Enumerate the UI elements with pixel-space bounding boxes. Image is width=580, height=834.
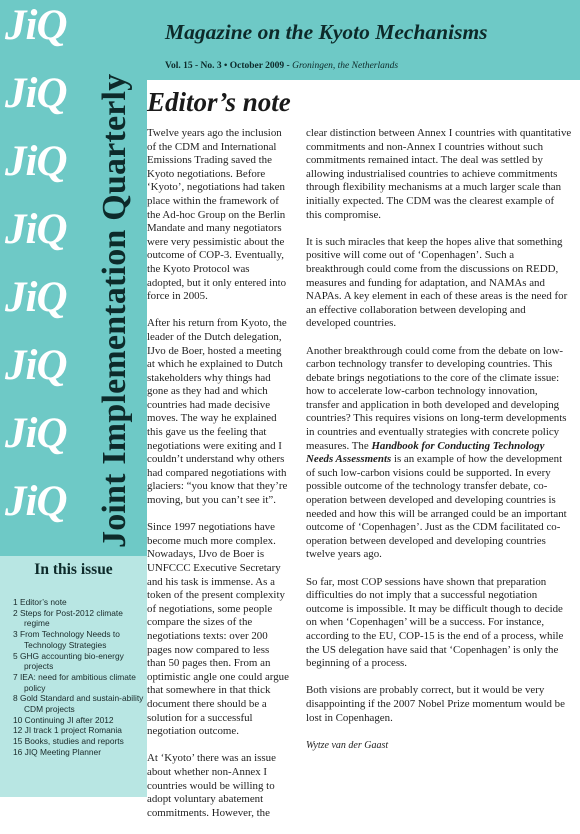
issue-info: Vol. 15 - No. 3 • October 2009 - — [165, 61, 293, 71]
list-item[interactable]: 3 From Technology Needs to Technology Strategies — [13, 629, 120, 650]
list-item[interactable]: 12 JI track 1 project Romania — [13, 725, 122, 736]
list-item[interactable]: 1 Editor’s note — [13, 597, 67, 607]
list-item[interactable]: 10 Continuing JI after 2012 — [13, 714, 114, 725]
paragraph: clear distinction between Annex I countries with quantitative commitments and non-Annex I countries without such commitments remained intact. The deal was settled by allowing industrialised countries to achieve commitments through flexibility mechanisms at a much larger scale than initially expected. The CDM was the clearest example of this compromise. — [306, 127, 572, 221]
jiq-logo: JiQ — [5, 2, 67, 49]
paragraph: Twelve years ago the inclusion of the CDM and International Emissions Trading saved the Kyoto negotiations. Before ‘Kyoto’, negotiations had taken place within the framework of the Ad-hoc Group on the Berlin Mandate and many negotiators were very pessimistic about the outcome of COP-3. Eventually, the Kyoto Protocol was adopted, but it only entered into force in 2005. — [147, 127, 287, 303]
jiq-logo: JiQ — [5, 138, 67, 185]
paragraph — [306, 345, 572, 563]
article-column-1 — [147, 127, 289, 834]
sidebar — [0, 0, 147, 797]
list-item[interactable]: 8 Gold Standard and sustain-ability CDM projects — [13, 693, 144, 715]
issue-place: Groningen, the Netherlands — [292, 61, 399, 71]
signature: Wytze van der Gaast — [306, 739, 389, 751]
jiq-logo: JiQ — [5, 410, 67, 457]
jiq-logo: JiQ — [5, 274, 67, 321]
jiq-logo: JiQ — [5, 478, 67, 525]
handbook-title: Handbook for Conducting Technology Needs Assessments — [306, 439, 545, 466]
paragraph: Both visions are probably correct, but it would be very disappointing if the 2007 Nobel Prize momentum would be lost in Copenhagen. — [306, 684, 565, 724]
list-item[interactable]: 15 Books, studies and reports — [13, 736, 124, 747]
list-item[interactable]: 5 GHG accounting bio-energy projects — [13, 650, 124, 672]
paragraph-text: Another breakthrough could come from the debate on low-carbon technology transfer to developing countries. This debate brings negotiations to the core of the climate issue: how to accelerate low-carbon technology innovation, transfer and application in both developed and developing countries? This requires visions on long-term developments in countries and eventually strategies with concrete policy measures. The — [306, 344, 567, 452]
in-this-issue-list — [13, 597, 145, 758]
paragraph: Since 1997 negotiations have become much more complex. Nowadays, IJvo de Boer is UNFCCC Executive Secretary and his task is immense. As a token of the present complexity of negotiations, some people compare the sizes of the negotiations texts: over 200 pages now compared to less than 50 pages then. From an optimistic angle one could argue that somewhere in that thick document there should be a solution for a successful negotiation outcome. — [147, 521, 289, 738]
vertical-title: Joint Implementation Quarterly — [96, 73, 133, 548]
paragraph-text: is an example of how the development of such low-carbon visions could be supported. In every possible outcome of the technology transfer debate, co-operation between developed and developing countries is needed and how this will be arranged could be an important outcome of ‘Copenhagen’. Just as the CDM facilitated co-operation between developed and developing countries twelve years ago. — [306, 453, 567, 561]
jiq-logo: JiQ — [5, 70, 67, 117]
paragraph: So far, most COP sessions have shown that preparation difficulties do not imply that a successful negotiation outcome is impossible. It may be difficult though to decide on when ‘Copenhagen’ will be a success. For instance, according to the EU, COP-15 is the end of a process, while the US delegation have said that ‘Copenhagen’ is only the beginning of a process. — [306, 575, 564, 670]
paragraph: After his return from Kyoto, the leader of the Dutch delegation, IJvo de Boer, hosted a meeting at which he explained to Dutch stakeholders why things had gone as they had and which countries had made decisive moves. The way he explained this gave us the feeling that negotiations were exiting and I couldn’t understand why others had compared negotiations with glaciers: “you know that they’re moving, but you can’t see it”. — [147, 317, 288, 507]
list-item[interactable]: 7 IEA: need for ambitious climate policy — [13, 671, 136, 693]
in-this-issue-heading: In this issue — [34, 561, 113, 578]
list-item[interactable]: 16 JIQ Meeting Planner — [13, 746, 101, 757]
issue-line — [165, 61, 398, 71]
article-title: Editor’s note — [147, 87, 291, 117]
list-item[interactable]: 2 Steps for Post-2012 climate regime — [13, 607, 123, 629]
article-column-2 — [306, 127, 572, 752]
jiq-logo: JiQ — [5, 342, 67, 389]
masthead: Magazine on the Kyoto Mechanisms — [165, 20, 488, 44]
paragraph: At ‘Kyoto’ there was an issue about whether non-Annex I countries would be willing to adopt voluntary abatement commitments. However, the — [147, 752, 276, 819]
paragraph: It is such miracles that keep the hopes alive that something positive will come out of ‘Copenhagen’. Such a breakthrough could come from the discussions on REDD, measures and funding for adaptation, and NAMAs and NAPAs. A key element in each of these areas is the need for an effective collaboration between developing and developed countries. — [306, 235, 568, 330]
jiq-logo: JiQ — [5, 206, 67, 253]
